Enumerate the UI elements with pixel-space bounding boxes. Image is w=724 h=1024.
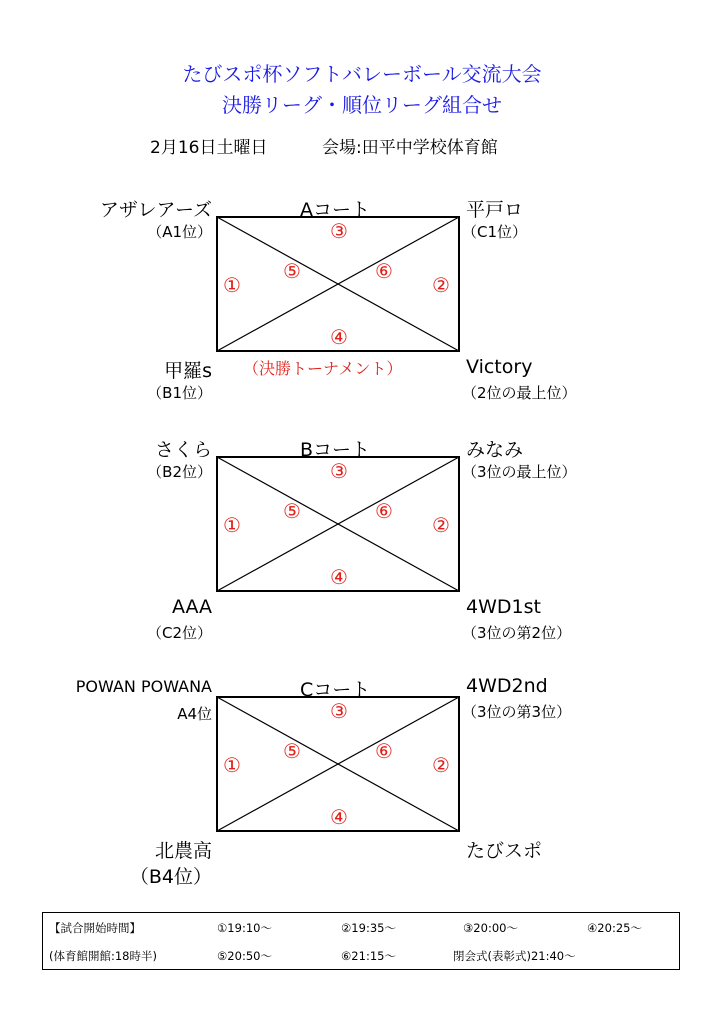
match-5-marker: ⑤ (283, 499, 301, 523)
match-2-marker: ② (432, 753, 450, 777)
court-a (0, 195, 724, 415)
match-schedule-box (42, 912, 680, 970)
tournament-subtitle: 決勝リーグ・順位リーグ組合せ (222, 93, 502, 117)
court-c (0, 675, 724, 895)
seed-bottom-left: （B1位） (147, 384, 212, 402)
match-3-marker: ③ (330, 219, 348, 243)
event-venue: 会場:田平中学校体育館 (322, 138, 498, 158)
match-4-marker: ④ (330, 565, 348, 589)
match-1-marker: ① (223, 753, 241, 777)
team-bottom-right: 4WD1st (466, 596, 541, 618)
event-date: 2月16日土曜日 (150, 138, 268, 158)
seed-bottom-right: （3位の第2位） (462, 624, 572, 642)
gym-open-time: (体育館開館:18時半) (49, 949, 157, 963)
match-2-marker: ② (432, 273, 450, 297)
team-bottom-left: 北農高 (154, 840, 212, 862)
match-2-marker: ② (432, 513, 450, 537)
match-1-marker: ① (223, 273, 241, 297)
tournament-title: たびスポ杯ソフトバレーボール交流大会 (182, 62, 542, 86)
seed-bottom-left: （C2位） (146, 624, 212, 642)
schedule-match-2: ②19:35～ (341, 921, 396, 935)
schedule-match-6: ⑥21:15～ (341, 949, 396, 963)
seed-top-right: （3位の最上位） (462, 463, 577, 481)
team-bottom-left: 甲羅s (164, 360, 212, 382)
schedule-match-5: ⑤20:50～ (217, 949, 272, 963)
seed-top-left: （A1位） (147, 223, 212, 241)
team-bottom-right: Victory (466, 356, 533, 378)
seed-bottom-right: （2位の最上位） (462, 384, 577, 402)
team-top-right: 平戸ロ (466, 199, 524, 221)
team-bottom-left: AAA (171, 596, 212, 618)
schedule-match-3: ③20:00～ (463, 921, 518, 935)
team-top-right: 4WD2nd (466, 675, 548, 697)
schedule-match-4: ④20:25～ (587, 921, 642, 935)
match-5-marker: ⑤ (283, 739, 301, 763)
closing-ceremony-time: 閉会式(表彰式)21:40～ (453, 949, 576, 963)
match-6-marker: ⑥ (375, 739, 393, 763)
team-top-left: POWAN POWANA (75, 677, 212, 696)
team-top-left: さくら (154, 439, 212, 461)
schedule-match-1: ①19:10～ (217, 921, 272, 935)
court-label: Cコート (300, 679, 371, 701)
match-4-marker: ④ (330, 805, 348, 829)
final-tournament-note: （決勝トーナメント） (243, 359, 403, 378)
seed-top-left: A4位 (177, 705, 212, 723)
match-3-marker: ③ (330, 699, 348, 723)
seed-top-right: （C1位） (462, 223, 528, 241)
match-6-marker: ⑥ (375, 499, 393, 523)
match-5-marker: ⑤ (283, 259, 301, 283)
match-6-marker: ⑥ (375, 259, 393, 283)
seed-bottom-left: （B4位） (129, 866, 212, 888)
match-4-marker: ④ (330, 325, 348, 349)
schedule-heading: 【試合開始時間】 (49, 921, 141, 935)
court-label: Aコート (300, 199, 370, 221)
court-b (0, 435, 724, 655)
court-label: Bコート (300, 439, 371, 461)
team-top-right: みなみ (466, 439, 524, 461)
team-bottom-right: たびスポ (466, 840, 543, 862)
match-3-marker: ③ (330, 459, 348, 483)
match-1-marker: ① (223, 513, 241, 537)
seed-top-right: （3位の第3位） (462, 703, 572, 721)
seed-top-left: （B2位） (147, 463, 212, 481)
team-top-left: アザレアーズ (99, 199, 212, 221)
